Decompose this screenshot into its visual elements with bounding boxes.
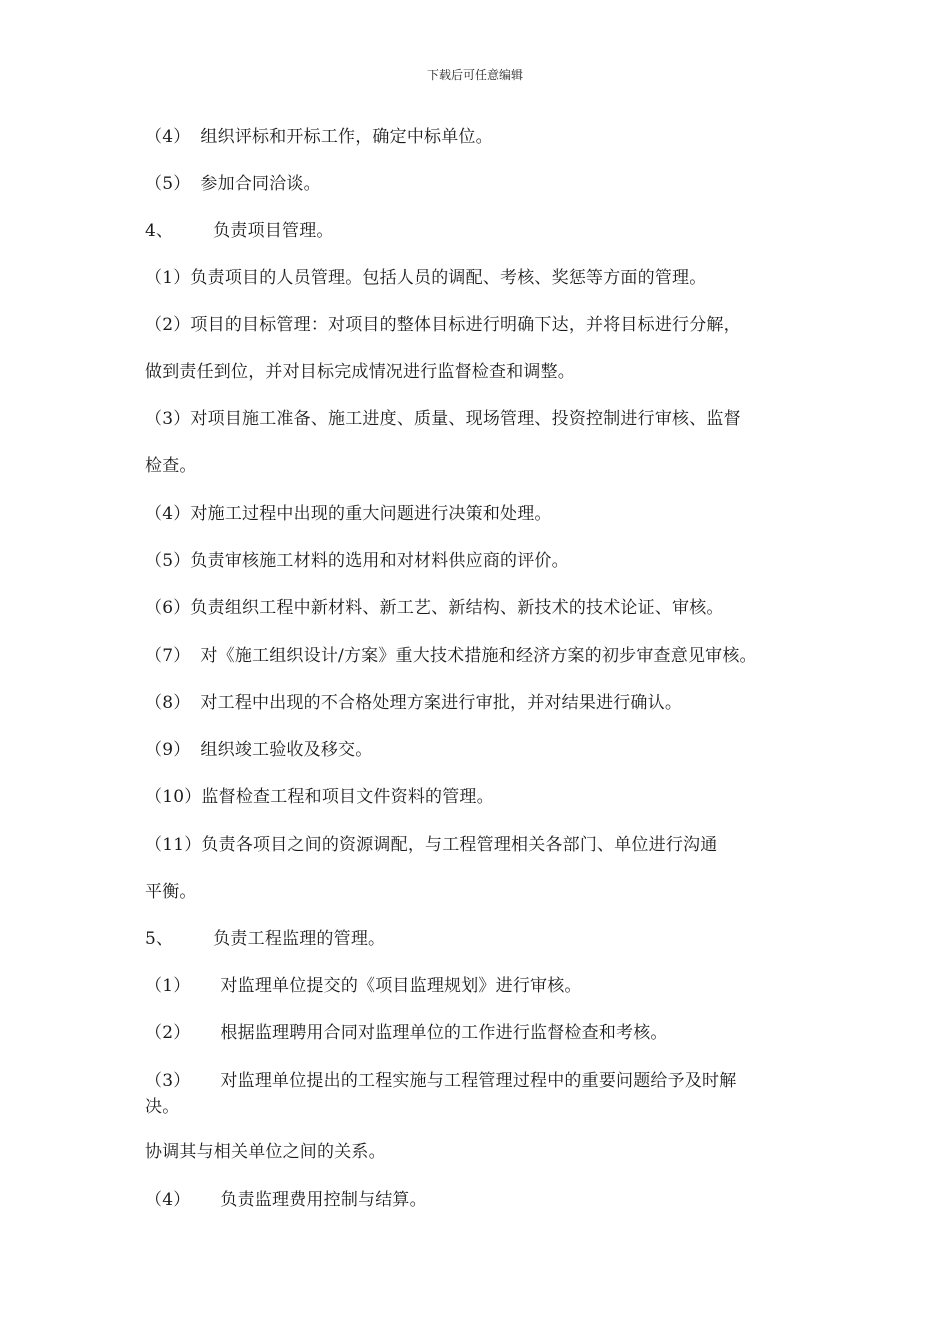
paragraph-line: [145, 173, 321, 195]
line-text: （10）监督检查工程和项目文件资料的管理。: [145, 787, 494, 807]
paragraph-line: [145, 1022, 668, 1044]
paragraph-line: [145, 503, 552, 525]
paragraph-line: [145, 361, 575, 383]
line-text: 做到责任到位，并对目标完成情况进行监督检查和调整。: [145, 362, 575, 382]
item-number: （5）: [145, 174, 191, 194]
line-text: 组织评标和开标工作，确定中标单位。: [200, 127, 493, 147]
line-text: 平衡。: [145, 882, 197, 902]
line-text: （1）负责项目的人员管理。包括人员的调配、考核、奖惩等方面的管理。: [145, 268, 707, 288]
line-text: 决。: [145, 1097, 180, 1117]
line-text: 根据监理聘用合同对监理单位的工作进行监督检查和考核。: [220, 1023, 668, 1043]
line-text: 对监理单位提交的《项目监理规划》进行审核。: [220, 976, 582, 996]
line-text: （5）负责审核施工材料的选用和对材料供应商的评价。: [145, 551, 569, 571]
item-number: （4）: [145, 1190, 191, 1210]
line-text: （6）负责组织工程中新材料、新工艺、新结构、新技术的技术论证、审核。: [145, 598, 724, 618]
line-text: 参加合同洽谈。: [200, 174, 321, 194]
section-heading: [145, 928, 385, 950]
line-text: 对监理单位提出的工程实施与工程管理过程中的重要问题给予及时解: [220, 1071, 737, 1091]
item-number: （1）: [145, 976, 191, 996]
paragraph-line: [145, 267, 706, 289]
paragraph-line: [145, 834, 717, 856]
section-number: 4、: [145, 221, 174, 241]
item-number: （3）: [145, 1071, 191, 1091]
paragraph-line: [145, 597, 724, 619]
line-text: 负责工程监理的管理。: [213, 929, 386, 949]
line-text: （11）负责各项目之间的资源调配，与工程管理相关各部门、单位进行沟通: [145, 835, 718, 855]
paragraph-line: [145, 1096, 179, 1118]
paragraph-line: [145, 975, 582, 997]
item-number: （2）: [145, 1023, 191, 1043]
line-text: （3）对项目施工准备、施工进度、质量、现场管理、投资控制进行审核、监督: [145, 409, 741, 429]
paragraph-line: [145, 550, 569, 572]
paragraph-line: [145, 1189, 427, 1211]
paragraph-line: [145, 126, 493, 148]
paragraph-line: [145, 314, 741, 336]
paragraph-line: [145, 1141, 386, 1163]
line-text: 检查。: [145, 456, 197, 476]
page-header: 下载后可任意编辑: [426, 68, 523, 82]
paragraph-line: [145, 881, 197, 903]
line-text: 对《施工组织设计/方案》重大技术措施和经济方案的初步审查意见审核。: [200, 646, 757, 666]
line-text: 协调其与相关单位之间的关系。: [145, 1142, 386, 1162]
section-heading: [145, 220, 334, 242]
paragraph-line: [145, 645, 757, 667]
item-number: （8）: [145, 693, 191, 713]
line-text: 对工程中出现的不合格处理方案进行审批，并对结果进行确认。: [200, 693, 683, 713]
paragraph-line: [145, 455, 197, 477]
line-text: 组织竣工验收及移交。: [200, 740, 373, 760]
paragraph-line: [145, 786, 494, 808]
paragraph-line: [145, 739, 372, 761]
item-number: （9）: [145, 740, 191, 760]
item-number: （4）: [145, 127, 191, 147]
line-text: （4）对施工过程中出现的重大问题进行决策和处理。: [145, 504, 552, 524]
paragraph-line: [145, 692, 682, 714]
section-number: 5、: [145, 929, 174, 949]
line-text: 负责监理费用控制与结算。: [220, 1190, 427, 1210]
line-text: 负责项目管理。: [213, 221, 334, 241]
item-number: （7）: [145, 646, 191, 666]
paragraph-line: [145, 1070, 736, 1092]
paragraph-line: [145, 408, 741, 430]
line-text: （2）项目的目标管理：对项目的整体目标进行明确下达，并将目标进行分解，: [145, 315, 741, 335]
